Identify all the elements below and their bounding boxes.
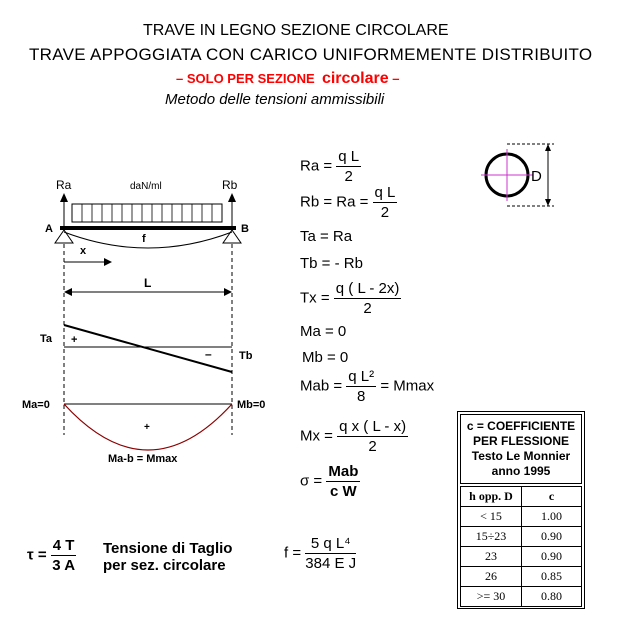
l-label: L	[144, 276, 152, 290]
formula-sigma-den: c W	[330, 483, 357, 500]
header-cell-c: c	[522, 487, 582, 507]
formula-mx-num: q x ( L - x)	[339, 418, 407, 435]
circular-section	[470, 135, 570, 215]
table-header-row	[461, 487, 582, 507]
coef-title-line-2: PER FLESSIONE	[472, 434, 570, 448]
ra-arrow	[60, 193, 68, 228]
beam-diagram	[0, 0, 300, 480]
table-row	[461, 567, 582, 587]
mb0-label: Mb=0	[237, 399, 266, 411]
formula-tau-den: 3 A	[52, 557, 76, 574]
red-word: circolare	[321, 70, 389, 87]
ra-label: Ra	[56, 178, 72, 192]
formula-mab-rhs: = Mmax	[380, 377, 435, 395]
formula-ra-num: q L	[338, 148, 360, 165]
table-row	[461, 547, 582, 567]
formula-rb-num: q L	[374, 184, 396, 201]
support-a-label: A	[45, 223, 53, 235]
table-cell: 0.85	[522, 567, 582, 587]
formula-sigma-num: Mab	[328, 463, 359, 480]
shear-plus: +	[71, 334, 78, 346]
diameter-dimension	[545, 144, 551, 206]
formula-ra-lhs: Ra =	[300, 157, 333, 175]
formula-tx-den: 2	[363, 300, 372, 317]
formula-deflection	[284, 535, 356, 572]
formula-rb-den: 2	[380, 204, 390, 221]
table-row	[461, 587, 582, 607]
formula-mab-num: q L²	[348, 368, 375, 385]
formula-ma: Ma = 0	[300, 323, 347, 340]
formula-tau-lhs: τ =	[27, 546, 47, 564]
formula-f-den: 384 E J	[305, 555, 357, 572]
table-cell: 0.90	[522, 547, 582, 567]
formula-mx-lhs: Mx =	[300, 427, 333, 445]
tau-description	[103, 540, 232, 574]
ta-label: Ta	[40, 333, 53, 345]
formula-sigma	[300, 463, 360, 500]
support-a	[55, 230, 73, 243]
tau-desc-line-1: Tensione di Taglio	[103, 540, 233, 557]
tb-label: Tb	[239, 350, 253, 362]
table-cell: 0.90	[522, 527, 582, 547]
header-cell-h: h opp. D	[461, 487, 522, 507]
x-label: x	[80, 245, 87, 257]
support-b	[223, 230, 241, 243]
formula-tx	[300, 280, 401, 317]
deflection-label: f	[142, 233, 146, 245]
distributed-load	[72, 204, 222, 222]
formula-tb: Tb = - Rb	[300, 255, 363, 272]
red-prefix: – SOLO PER SEZIONE	[176, 71, 315, 86]
formula-sigma-lhs: σ =	[300, 472, 323, 490]
formula-ta: Ta = Ra	[300, 228, 353, 245]
formula-tau-num: 4 T	[52, 537, 75, 554]
red-suffix: –	[392, 71, 400, 86]
shear-minus: –	[205, 347, 212, 361]
moment-plus: +	[144, 422, 150, 433]
formula-mx-den: 2	[368, 438, 377, 455]
title-line-1: TRAVE IN LEGNO SEZIONE CIRCOLARE	[143, 22, 449, 39]
table-row	[461, 527, 582, 547]
table-cell: 1.00	[522, 507, 582, 527]
formula-tau	[27, 537, 76, 574]
support-b-label: B	[241, 223, 249, 235]
formula-rb-lhs: Rb = Ra =	[300, 193, 369, 211]
coef-title-line-4: anno 1995	[491, 464, 551, 478]
formula-tx-lhs: Tx =	[300, 289, 330, 307]
formula-mb: Mb = 0	[302, 349, 349, 366]
formula-mab	[300, 368, 434, 405]
table-row	[461, 507, 582, 527]
table-cell: >= 30	[461, 587, 522, 607]
ma0-label: Ma=0	[22, 399, 50, 411]
rb-arrow	[228, 193, 236, 228]
load-unit-label: daN/ml	[130, 181, 162, 192]
formula-f-lhs: f =	[284, 544, 302, 562]
title-line-2: TRAVE APPOGGIATA CON CARICO UNIFORMEMENTE DISTRIBUITO	[29, 45, 593, 64]
formula-tx-num: q ( L - 2x)	[335, 280, 400, 297]
rb-label: Rb	[222, 178, 238, 192]
coefficient-table-box	[457, 411, 585, 609]
formula-mx	[300, 418, 408, 455]
formula-f-num: 5 q L⁴	[305, 535, 356, 554]
x-dimension	[64, 258, 112, 266]
table-cell: 15÷23	[461, 527, 522, 547]
tau-desc-line-2: per sez. circolare	[103, 557, 226, 574]
formula-ra-den: 2	[344, 168, 353, 185]
coefficient-table-title	[460, 414, 582, 484]
formula-mab-den: 8	[357, 388, 366, 405]
table-cell: 0.80	[522, 587, 582, 607]
mmax-label: Ma-b = Mmax	[108, 453, 178, 465]
formula-rb	[300, 184, 397, 221]
table-cell: < 15	[461, 507, 522, 527]
coef-title-line-3: Testo Le Monnier	[471, 449, 571, 463]
diameter-label: D	[531, 168, 542, 185]
table-cell: 26	[461, 567, 522, 587]
coefficient-table	[460, 486, 582, 607]
coef-title-line-1: c = COEFFICIENTE	[466, 419, 576, 433]
table-cell: 23	[461, 547, 522, 567]
formula-ra	[300, 148, 361, 185]
method-subtitle: Metodo delle tensioni ammissibili	[165, 91, 385, 108]
deflection-curve	[64, 232, 232, 248]
formula-mab-lhs: Mab =	[300, 377, 343, 395]
